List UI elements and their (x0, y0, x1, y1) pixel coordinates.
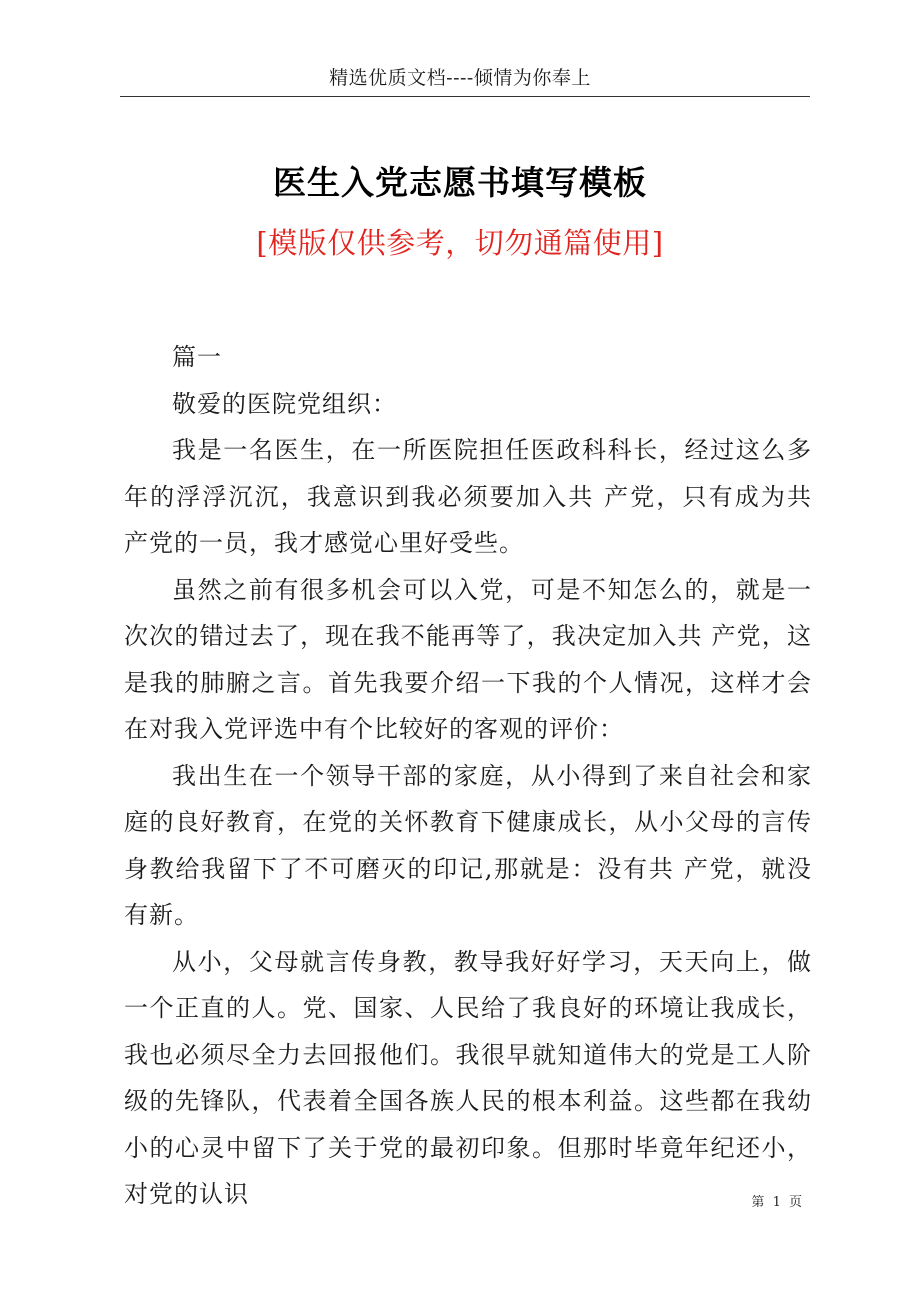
page-number-prefix: 第 (751, 1195, 765, 1210)
document-title: 医生入党志愿书填写模板 (273, 163, 647, 202)
body-paragraph: 从小，父母就言传身教，教导我好好学习，天天向上，做一个正直的人。党、国家、人民给了我良好的环境让我成长，我也必须尽全力去回报他们。我很早就知道伟大的党是工人阶级的先锋队，代表着全国各族人民的根本利益。这些都在我幼小的心灵中留下了关于党的最初印象。但那时毕竟年纪还小，对党的认识 (124, 947, 812, 1208)
body-paragraph: 虽然之前有很多机会可以入党，可是不知怎么的，就是一次次的错过去了，现在我不能再等了，我决定加入共 产党，这是我的肺腑之言。首先我要介绍一下我的个人情况，这样才会在对我入党评选中有个比较好的客观的评价： (124, 575, 812, 743)
document-subtitle: [模版仅供参考，切勿通篇使用] (256, 226, 664, 260)
page-number: 1 (772, 1195, 781, 1210)
page-footer (749, 1194, 804, 1212)
header-divider (120, 96, 810, 97)
body-paragraph: 我出生在一个领导干部的家庭，从小得到了来自社会和家庭的良好教育，在党的关怀教育下健康成长，从小父母的言传身教给我留下了不可磨灭的印记,那就是：没有共 产党，就没有新。 (124, 761, 812, 929)
document-body (124, 334, 812, 1218)
page-number-suffix: 页 (788, 1195, 802, 1210)
section-label: 篇一 (172, 343, 222, 371)
salutation: 敬爱的医院党组织： (172, 389, 397, 418)
page-header: 精选优质文档----倾情为你奉上 (329, 67, 591, 89)
body-paragraph: 我是一名医生，在一所医院担任医政科科长，经过这么多年的浮浮沉沉，我意识到我必须要加入共 产党，只有成为共 产党的一员，我才感觉心里好受些。 (124, 436, 812, 557)
